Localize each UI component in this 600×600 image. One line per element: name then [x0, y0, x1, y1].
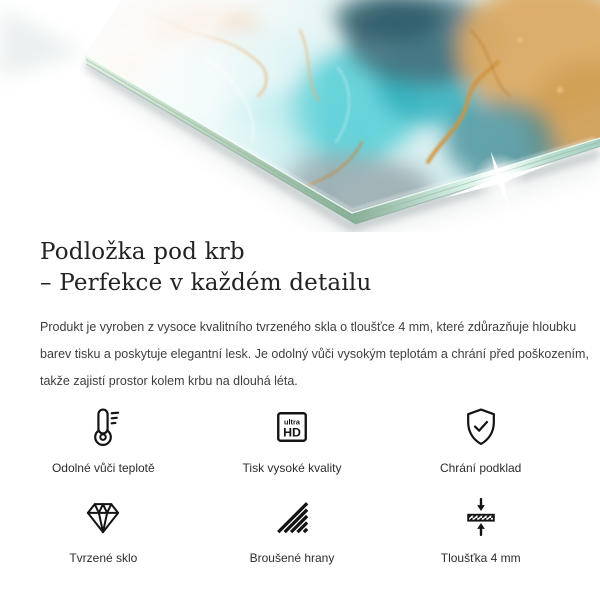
- shield-check-icon: [459, 405, 503, 449]
- feature-thickness: [386, 495, 575, 565]
- thermometer-icon: [81, 405, 125, 449]
- svg-text:HD: HD: [283, 425, 301, 440]
- feature-grid: [9, 405, 575, 565]
- thickness-arrows-icon: [459, 495, 503, 539]
- feature-polished-edges: [198, 495, 387, 565]
- svg-text:ultra: ultra: [284, 417, 300, 427]
- glass-panel-artwork: [0, 0, 600, 232]
- feature-label: Chrání podklad: [439, 461, 522, 475]
- product-image: [0, 0, 600, 232]
- description-line: takže zajistí prostor kolem krbu na dlouhá léta.: [40, 374, 298, 388]
- feature-label: Odolné vůči teplotě: [51, 461, 155, 475]
- feature-label: Tisk vysoké kvality: [242, 461, 342, 475]
- feature-heat-resistant: [9, 405, 198, 475]
- feature-tempered-glass: [9, 495, 198, 565]
- description-line: Produkt je vyroben z vysoce kvalitního tvrzeného skla o tloušťce 4 mm, které zdůrazňuje hloubku: [40, 320, 577, 334]
- page-title: [40, 237, 560, 299]
- feature-print-quality: [198, 405, 387, 475]
- diamond-icon: [81, 495, 125, 539]
- page-title-line1: Podložka pod krb: [40, 239, 245, 265]
- product-description-section: [0, 237, 600, 395]
- feature-protects-surface: [386, 405, 575, 475]
- feature-label: Broušené hrany: [249, 551, 335, 565]
- glass-reflection: [0, 8, 84, 78]
- feature-label: Tloušťka 4 mm: [440, 551, 521, 565]
- beveled-edge-icon: [270, 495, 314, 539]
- feature-label: Tvrzené sklo: [69, 551, 138, 565]
- page-title-line2: – Perfekce v každém detailu: [40, 270, 372, 296]
- product-description: [40, 314, 589, 395]
- description-line: barev tisku a poskytuje elegantní lesk. Je odolný vůči vysokým teplotám a chrání před poškozením,: [40, 347, 589, 361]
- ultra-hd-icon: [270, 405, 314, 449]
